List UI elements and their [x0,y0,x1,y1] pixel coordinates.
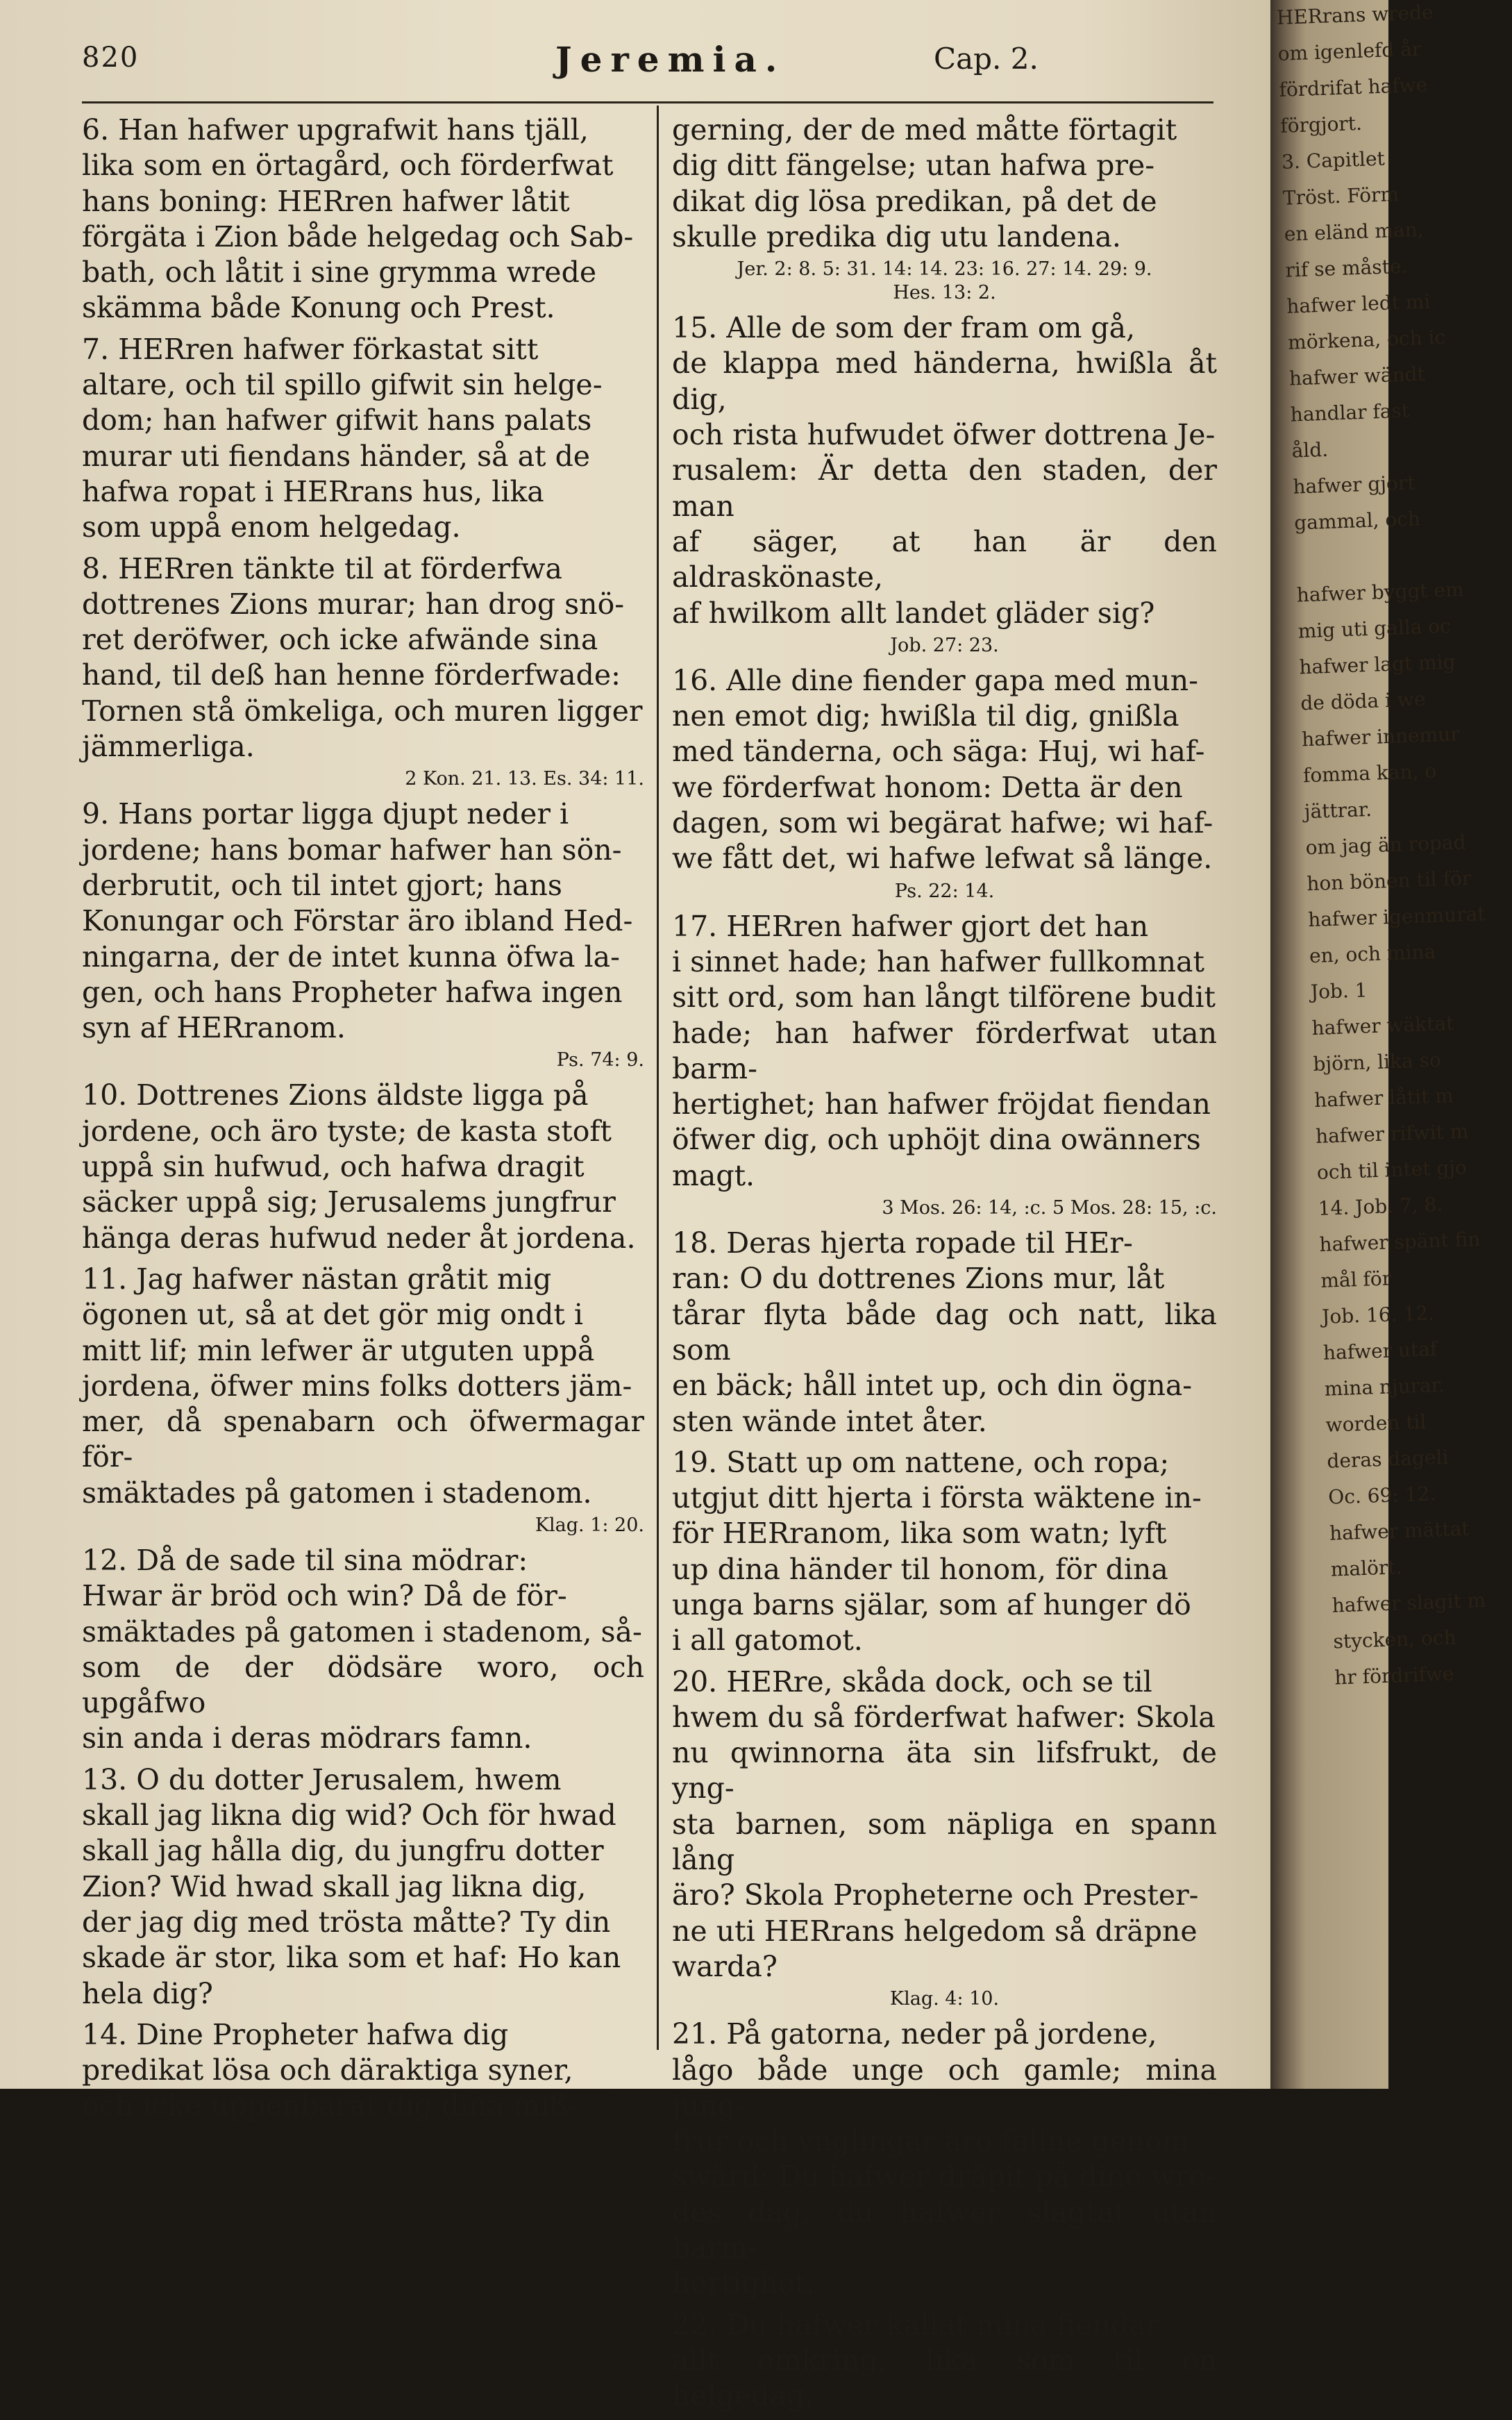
verse-14: 14. Dine Propheter hafwa dig predikat lösa och däraktiga syner, och icke uppenbarat dig dina miß- [82,2017,578,2123]
cross-reference: Ps. 22: 14. [894,880,995,902]
left-column [82,112,644,2130]
column-rule [657,106,659,2050]
verse-9: 9. Hans portar ligga djupt neder i jordene; hans bomar hafwer han sön- derbrutit, och til intet gjort; hans Konungar och Förstar äro ibland Hed- ningarna, der de intet kunna öfwa la- gen, och hans Propheter hafwa ingen syn af HERranom. [82,797,633,1045]
running-header [0,39,1270,90]
verse-11: 11. Jag hafwer nästan gråtit mig ögonen ut, så at det gör mig ondt i mitt lif; min lefwer är utguten uppå jordena, öfwer mins folks dotters jäm- mer, då spenabarn och öfwermagar för- smäktades på gatomen i stadenom. [82,1262,644,1510]
verse-10: 10. Dottrenes Zions äldste ligga på jordene, och äro tyste; de kasta stoft uppå sin hufwud, och hafwa dragit säcker uppå sig; Jerusalems jungfrur hänga deras hufwud neder åt jordena. [82,1078,636,1255]
cross-reference: Ps. 74: 9. [556,1049,644,1071]
cross-reference: Jer. 2: 8. 5: 31. 14: 14. 23: 16. 27: 14. 29: 9. Hes. 13: 2. [737,258,1152,304]
chapter-label: Cap. 2. [934,42,1039,76]
page-number: 820 [82,42,140,74]
verse-22: 22. Du hafwer kallat mina fiendar allt omkring, lika som til en helgedag, [672,2308,1217,2413]
verse-15: 15. Alle de som der fram om gå, de klappa med händerna, hwißla åt dig, och rista hufwudet öfwer dottrena Je- rusalem: Är detta den staden, der man af säger, at han är den aldraskönaste, af hwilkom allt landet gläder sig? [672,311,1217,630]
cross-reference: Klag. 4: 10. [889,1988,1000,2010]
verse-6: 6. Han hafwer upgrafwit hans tjäll, lika som en örtagård, och förderfwat hans boning: HERren hafwer låtit förgäta i Zion både helgedag och Sab- bath, och låtit i sine grymma wrede skämma både Konung och Prest. [82,113,634,325]
verse-17: 17. HERren hafwer gjort det han i sinnet hade; han hafwer fullkomnat sitt ord, som han långt tilförene budit hade; han hafwer förderfwat utan barm- hertighet; han hafwer fröjdat fiendan öfwer dig, och uphöjt dina owänners magt. [672,909,1217,1192]
running-title: Jeremia. [555,39,786,80]
verse-12: 12. Då de sade til sina mödrar: Hwar är bröd och win? Då de för- smäktades på gatomen i stadenom, så- som de der dödsäre woro, och upgåfwo sin anda i deras mödrars famn. [82,1543,644,1755]
verse-18: 18. Deras hjerta ropade til HEr- ran: O du dottrenes Zions mur, låt tårar flyta både dag och natt, lika som en bäck; håll intet up, och din ögna- sten wände intet åter. [672,1226,1217,1438]
verse-7: 7. HERren hafwer förkastat sitt altare, och til spillo gifwit sin helge- dom; han hafwer gifwit hans palats murar uti fiendans händer, så at de hafwa ropat i HERrans hus, lika som uppå enom helgedag. [82,332,603,544]
cross-reference: 3 Mos. 26: 14, :c. 5 Mos. 28: 15, :c. [882,1197,1217,1219]
cross-reference: Job. 27: 23. [890,634,999,656]
verse-8: 8. HERren tänkte til at förderfwa dottrenes Zions murar; han drog snö- ret deröfwer, och icke afwände sina hand, til deß han henne förderfwade: Tornen stå ömkeliga, och muren ligger jämmerliga. [82,551,643,764]
verse-16: 16. Alle dine fiender gapa med mun- nen emot dig; hwißla til dig, gnißla med tänderna, och säga: Huj, wi haf- we förderfwat honom: Detta är den dagen, som wi begärat hafwe; wi haf- we fått det, wi hafwe lefwat så länge. [672,663,1213,876]
cross-reference: Klag. 1: 20. [535,1514,644,1536]
adjacent-page-text: HERrans wrede om igenlefd år fördrifat hafwe förgjort. 3. Capitlet Tröst. Förm en eländ man, rif se måste. hafwer ledt mi mörkena, och ic hafwer wändt handlar fast åld. hafwer gjort gammal, och hafwer byggt em mig uti galla oc hafwer lagt mig de döda i we hafwer innemur fomma kan, o jättrar. om jag än ropad hon bönen til för hafwer igenmurat en, och mina Job. 1 hafwer wäktat björn, lika so hafwer låtit m hafwer rifwit m och til intet gjo 14. Job. 7, 8. hafwer spänt fin mål för Job. 16. 12. hafwer utaf mina njurar. worden til deras dageli Oc. 69: 12. hafwer mättat malört. hafwer slagit m stycken, och hr fördrifwe [1276,1,1486,1689]
verse-19: 19. Statt up om nattene, och ropa; utgjut ditt hjerta i första wäktene in- för HERranom, lika som watn; lyft up dina händer til honom, för dina unga barns själar, som af hunger dö i all gatomot. [672,1445,1202,1658]
adjacent-page-edge [1270,0,1486,2089]
right-column [672,112,1217,2420]
header-rule [82,101,1213,103]
verse-14-continued: gerning, der de med måtte förtagit dig ditt fängelse; utan hafwa pre- dikat dig lösa predikan, på det de skulle predika dig utu landena. [672,113,1177,253]
verse-20: 20. HERre, skåda dock, och se til hwem du så förderfwat hafwer: Skola nu qwinnorna äta sin lifsfrukt, de yng- sta barnen, som näpliga en spann lång äro? Skola Propheterne och Prester- ne uti HERrans helgedom så dräpne warda? [672,1664,1217,1983]
verse-13: 13. O du dotter Jerusalem, hwem skall jag likna dig wid? Och för hwad skall jag hålla dig, du jungfru dotter Zion? Wid hwad skall jag likna dig, der jag dig med tröstа måtte? Ty din skade är stor, lika som et haf: Ho kan hela dig? [82,1762,621,2010]
verse-21: 21. På gatorna, neder på jordene, lågo både unge och gamle; mina jung- frur och ynglingar äro fallne genom swärd: Du hafwer dräpit på dine wre- des dag, du hafwer slagtat utan barm- hertighet. [672,2017,1217,2301]
cross-reference: 2 Kon. 21. 13. Es. 34: 11. [405,768,644,790]
